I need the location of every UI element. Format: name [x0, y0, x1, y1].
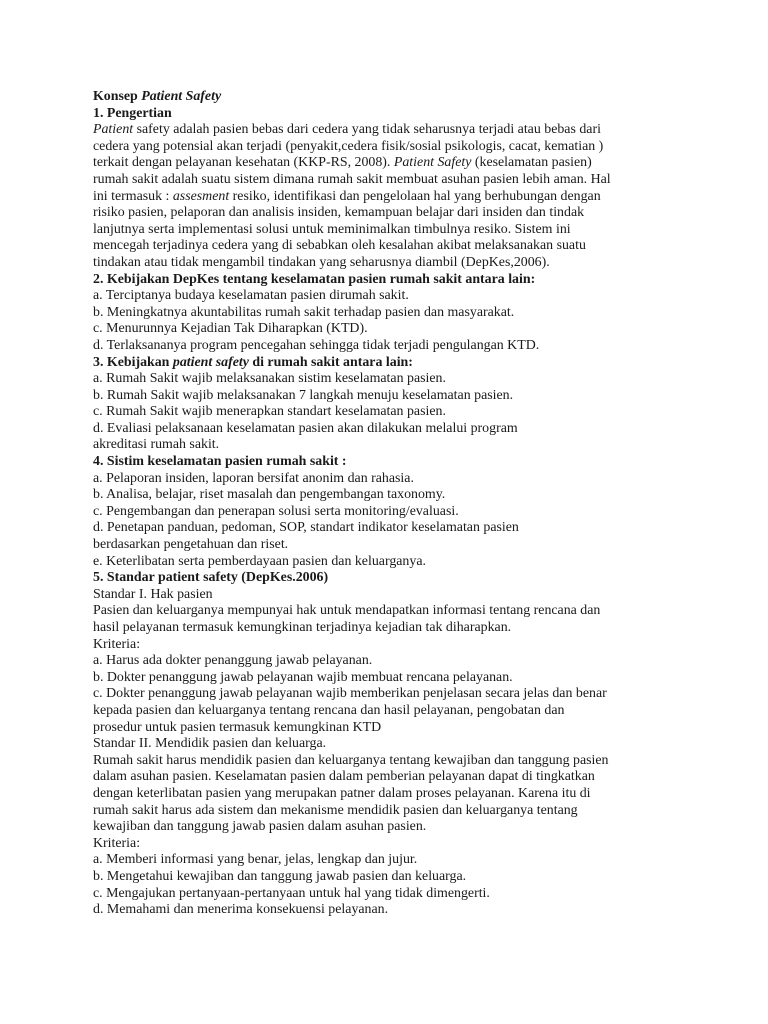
- list-item: a. Memberi informasi yang benar, jelas, lengkap dan jujur.: [93, 852, 418, 868]
- paragraph-line: kewajiban dan tanggung jawab pasien dalam asuhan pasien.: [93, 819, 427, 835]
- list-item: b. Analisa, belajar, riset masalah dan pengembangan taxonomy.: [93, 487, 446, 503]
- list-item: b. Meningkatnya akuntabilitas rumah sakit terhadap pasien dan masyarakat.: [93, 304, 515, 320]
- list-item-continuation: akreditasi rumah sakit.: [93, 437, 220, 453]
- standard-1-title: Standar I. Hak pasien: [93, 586, 213, 602]
- section-5-heading: 5. Standar patient safety (DepKes.2006): [93, 570, 329, 586]
- kriteria-label: Kriteria:: [93, 636, 141, 652]
- list-item: b. Rumah Sakit wajib melaksanakan 7 langkah menuju keselamatan pasien.: [93, 387, 514, 403]
- list-item: d. Memahami dan menerima konsekuensi pelayanan.: [93, 902, 389, 918]
- list-item: a. Harus ada dokter penanggung jawab pelayanan.: [93, 653, 373, 669]
- list-item: a. Terciptanya budaya keselamatan pasien dirumah sakit.: [93, 288, 409, 304]
- standard-2-title: Standar II. Mendidik pasien dan keluarga.: [93, 736, 327, 752]
- paragraph-line: dengan keterlibatan pasien yang merupakan patner dalam proses pelayanan. Karena itu di: [93, 785, 591, 801]
- list-item: c. Rumah Sakit wajib menerapkan standart keselamatan pasien.: [93, 404, 446, 420]
- list-item-continuation: kepada pasien dan keluarganya tentang rencana dan hasil pelayanan, pengobatan dan: [93, 702, 565, 718]
- list-item-continuation: prosedur untuk pasien termasuk kemungkinan KTD: [93, 719, 382, 735]
- list-item-continuation: berdasarkan pengetahuan dan riset.: [93, 537, 289, 553]
- list-item: d. Penetapan panduan, pedoman, SOP, standart indikator keselamatan pasien: [93, 520, 519, 536]
- paragraph-line: Rumah sakit harus mendidik pasien dan keluarganya tentang kewajiban dan tanggung pasien: [93, 752, 609, 768]
- list-item: a. Pelaporan insiden, laporan bersifat anonim dan rahasia.: [93, 470, 414, 486]
- list-item: a. Rumah Sakit wajib melaksanakan sistim keselamatan pasien.: [93, 371, 446, 387]
- list-item: c. Mengajukan pertanyaan-pertanyaan untuk hal yang tidak dimengerti.: [93, 885, 490, 901]
- document-body: [93, 89, 708, 919]
- section-1-heading: 1. Pengertian: [93, 105, 172, 121]
- section-2-heading: 2. Kebijakan DepKes tentang keselamatan pasien rumah sakit antara lain:: [93, 271, 536, 287]
- section-3-heading: 3. Kebijakan patient safety di rumah sakit antara lain:: [93, 354, 413, 370]
- paragraph-line: Pasien dan keluarganya mempunyai hak untuk mendapatkan informasi tentang rencana dan: [93, 603, 601, 619]
- section-1-paragraph: Patient safety adalah pasien bebas dari cedera yang tidak seharusnya terjadi atau bebas dari cedera yang potensial akan terjadi (penyakit,cedera fisik/sosial psikologis, cacat, kematian ) terkait dengan pelayanan kesehatan (KKP-RS, 2008). Patient Safety (keselamatan pasien) rumah sakit adalah suatu sistem dimana rumah sakit membuat asuhan pasien lebih aman. Hal ini termasuk : assesment resiko, identifikasi dan pengelolaan hal yang berhubungan dengan risiko pasien, pelaporan dan analisis insiden, kemampuan belajar dari insiden dan tindak lanjutnya serta implementasi solusi untuk meminimalkan timbulnya resiko. Sistem ini mencegah terjadinya cedera yang di sebabkan oleh kesalahan akibat melaksanakan suatu tindakan atau tidak mengambil tindakan yang seharusnya diambil (DepKes,2006).: [93, 122, 611, 270]
- list-item: b. Mengetahui kewajiban dan tanggung jawab pasien dan keluarga.: [93, 868, 467, 884]
- list-item: c. Menurunnya Kejadian Tak Diharapkan (KTD).: [93, 321, 368, 337]
- paragraph-line: hasil pelayanan termasuk kemungkinan terjadinya kejadian tak diharapkan.: [93, 620, 512, 635]
- paragraph-line: rumah sakit harus ada sistem dan mekanisme mendidik pasien dan keluarganya tentang: [93, 802, 578, 818]
- list-item: d. Terlaksananya program pencegahan sehingga tidak terjadi pengulangan KTD.: [93, 337, 540, 353]
- paragraph-line: dalam asuhan pasien. Keselamatan pasien dalam pemberian pelayanan dapat di tingkatkan: [93, 769, 595, 785]
- kriteria-label: Kriteria:: [93, 835, 141, 851]
- list-item: d. Evaliasi pelaksanaan keselamatan pasien akan dilakukan melalui program: [93, 420, 518, 436]
- section-4-heading: 4. Sistim keselamatan pasien rumah sakit :: [93, 454, 347, 470]
- document-title: Konsep Patient Safety: [93, 89, 222, 104]
- list-item: c. Dokter penanggung jawab pelayanan wajib memberikan penjelasan secara jelas dan benar: [93, 686, 607, 702]
- list-item: e. Keterlibatan serta pemberdayaan pasien dan keluarganya.: [93, 553, 426, 569]
- list-item: c. Pengembangan dan penerapan solusi serta monitoring/evaluasi.: [93, 503, 459, 519]
- list-item: b. Dokter penanggung jawab pelayanan wajib membuat rencana pelayanan.: [93, 669, 513, 685]
